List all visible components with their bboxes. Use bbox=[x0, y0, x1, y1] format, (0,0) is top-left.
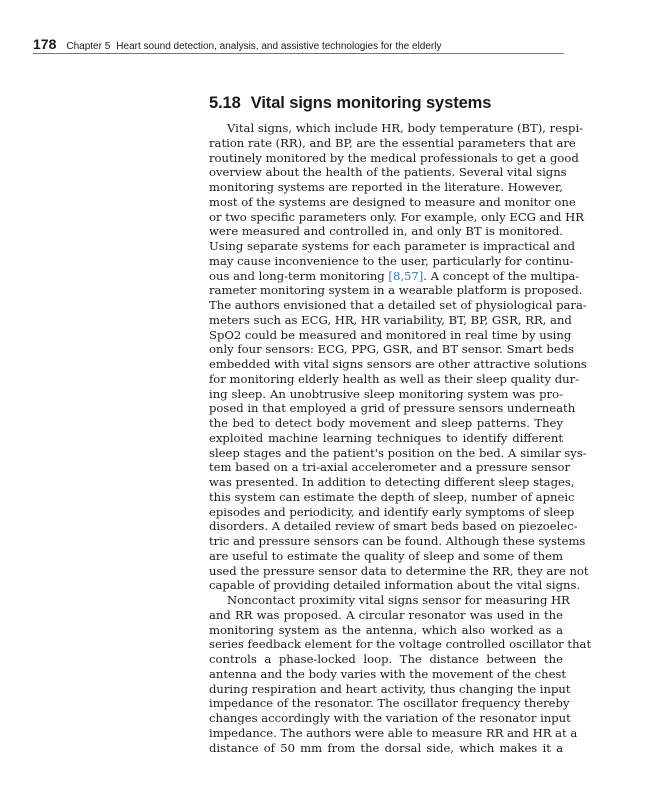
body-line: used the pressure sensor data to determine the RR, they are not bbox=[209, 563, 589, 578]
body-line: impedance. The authors were able to measure RR and HR at a bbox=[209, 725, 578, 740]
body-line: controls a phase-locked loop. The distance between the bbox=[209, 652, 563, 666]
body-text bbox=[209, 121, 592, 755]
body-line: the bed to detect body movement and sleep patterns. They bbox=[209, 416, 563, 430]
body-line: episodes and periodicity, and identify early symptoms of sleep bbox=[209, 504, 575, 519]
body-line: was presented. In addition to detecting different sleep stages, bbox=[209, 475, 575, 489]
body-line: embedded with vital signs sensors are other attractive solutions bbox=[209, 357, 587, 371]
body-line: only four sensors: ECG, PPG, GSR, and BT sensor. Smart beds bbox=[209, 342, 574, 357]
body-line: tric and pressure sensors can be found. Although these systems bbox=[209, 534, 586, 548]
section-title: Vital signs monitoring systems bbox=[250, 94, 492, 112]
body-line-with-citation bbox=[209, 268, 580, 284]
body-line: meters such as ECG, HR, HR variability, BT, BP, GSR, RR, and bbox=[209, 312, 572, 327]
body-line: during respiration and heart activity, thus changing the input bbox=[209, 681, 571, 696]
section-number: 5.18 bbox=[209, 94, 241, 112]
running-head bbox=[33, 36, 563, 52]
body-line: Using separate systems for each parameter is impractical and bbox=[209, 239, 576, 253]
body-line: and RR was proposed. A circular resonator was used in the bbox=[209, 607, 563, 622]
body-line: Noncontact proximity vital signs sensor for measuring HR bbox=[227, 593, 570, 607]
body-line: may cause inconvenience to the user, particularly for continu- bbox=[209, 253, 574, 268]
body-line: most of the systems are designed to measure and monitor one bbox=[209, 194, 576, 209]
body-line: series feedback element for the voltage controlled oscillator that bbox=[209, 637, 592, 652]
body-line: are useful to estimate the quality of sleep and some of them bbox=[209, 548, 563, 563]
section-heading bbox=[209, 94, 569, 113]
chapter-title: Heart sound detection, analysis, and assistive technologies for the elderly bbox=[116, 41, 442, 52]
body-line: changes accordingly with the variation of the resonator input bbox=[209, 711, 571, 725]
body-line: ration rate (RR), and BP, are the essential parameters that are bbox=[209, 135, 576, 150]
body-line: routinely monitored by the medical professionals to get a good bbox=[209, 150, 579, 165]
body-line: disorders. A detailed review of smart beds based on piezoelec- bbox=[209, 519, 578, 534]
body-line: posed in that employed a grid of pressure sensors underneath bbox=[209, 401, 576, 416]
body-line: rameter monitoring system in a wearable platform is proposed. bbox=[209, 283, 583, 298]
body-line: The authors envisioned that a detailed set of physiological para- bbox=[209, 298, 587, 312]
body-line: this system can estimate the depth of sleep, number of apneic bbox=[209, 489, 575, 504]
body-line: distance of 50 mm from the dorsal side, which makes it a bbox=[209, 740, 563, 755]
chapter-label: Chapter 5 bbox=[66, 41, 111, 52]
citation-link[interactable]: [8,57] bbox=[388, 268, 424, 283]
body-line: or two specific parameters only. For example, only ECG and HR bbox=[209, 209, 584, 224]
body-line: monitoring system as the antenna, which also worked as a bbox=[209, 622, 563, 637]
body-line: exploited machine learning techniques to identify different bbox=[209, 430, 563, 445]
page-number: 178 bbox=[33, 36, 57, 52]
body-line-text: ous and long-term monitoring bbox=[209, 268, 389, 283]
header-rule bbox=[33, 53, 564, 54]
body-line: monitoring systems are reported in the literature. However, bbox=[209, 180, 563, 194]
body-line: Vital signs, which include HR, body temperature (BT), respi- bbox=[227, 121, 584, 135]
body-line: SpO2 could be measured and monitored in real time by using bbox=[209, 327, 572, 342]
body-line: antenna and the body varies with the movement of the chest bbox=[209, 666, 567, 681]
body-line: sleep stages and the patient's position on the bed. A similar sys- bbox=[209, 445, 587, 460]
body-line: ing sleep. An unobtrusive sleep monitoring system was pro- bbox=[209, 386, 563, 401]
body-line: overview about the health of the patients. Several vital signs bbox=[209, 165, 567, 180]
body-line-text: . A concept of the multipa- bbox=[423, 268, 580, 283]
body-line: were measured and controlled in, and only BT is monitored. bbox=[209, 224, 563, 239]
body-line: tem based on a tri-axial accelerometer and a pressure sensor bbox=[209, 460, 571, 475]
body-line: for monitoring elderly health as well as their sleep quality dur- bbox=[209, 371, 580, 386]
body-line: impedance of the resonator. The oscillator frequency thereby bbox=[209, 696, 570, 711]
body-line: capable of providing detailed information about the vital signs. bbox=[209, 578, 581, 593]
